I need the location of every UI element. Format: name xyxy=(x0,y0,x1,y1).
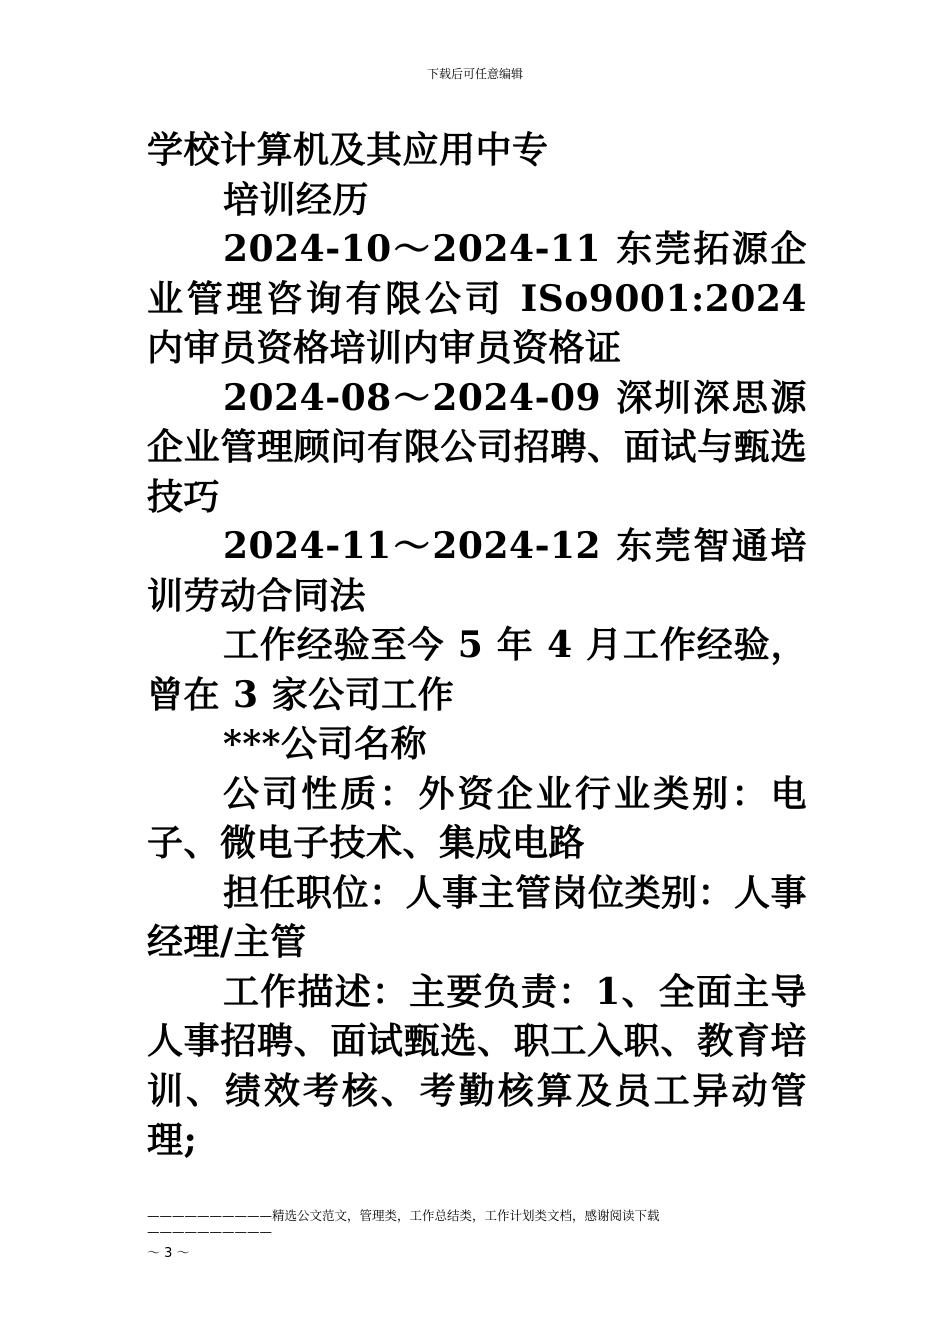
paragraph-school: 学校计算机及其应用中专 xyxy=(147,129,549,171)
page-header: 下载后可任意编辑 xyxy=(426,67,523,81)
paragraph-position: 担任职位：人事主管岗位类别：人事经理/主管 xyxy=(147,871,808,963)
document-body xyxy=(147,126,807,1166)
paragraph-work-experience: 工作经验至今 5 年 4 月工作经验，曾在 3 家公司工作 xyxy=(147,624,807,716)
footer-note: ——————————精选公文范文，管理类，工作总结类，工作计划类文档，感谢阅读下载—————————— xyxy=(147,1208,660,1239)
paragraph-training-2: 2024-08～2024-09 深圳深思源企业管理顾问有限公司招聘、面试与甄选技巧 xyxy=(147,376,807,518)
paragraph-company-type: 公司性质：外资企业行业类别：电子、微电子技术、集成电路 xyxy=(147,772,807,864)
paragraph-training-1: 2024-10～2024-11 东莞拓源企业管理咨询有限公司 ISo9001:2024 内审员资格培训内审员资格证 xyxy=(147,228,807,369)
paragraph-training-heading: 培训经历 xyxy=(223,178,370,221)
paragraph-company-name: ***公司名称 xyxy=(223,723,427,765)
paragraph-training-3: 2024-11～2024-12 东莞智通培训劳动合同法 xyxy=(147,525,807,617)
page-number: ～ 3 ～ xyxy=(147,1246,190,1261)
paragraph-job-description: 工作描述：主要负责：1、全面主导人事招聘、面试甄选、职工入职、教育培训、绩效考核、考勤核算及员工异动管理; xyxy=(147,970,807,1161)
